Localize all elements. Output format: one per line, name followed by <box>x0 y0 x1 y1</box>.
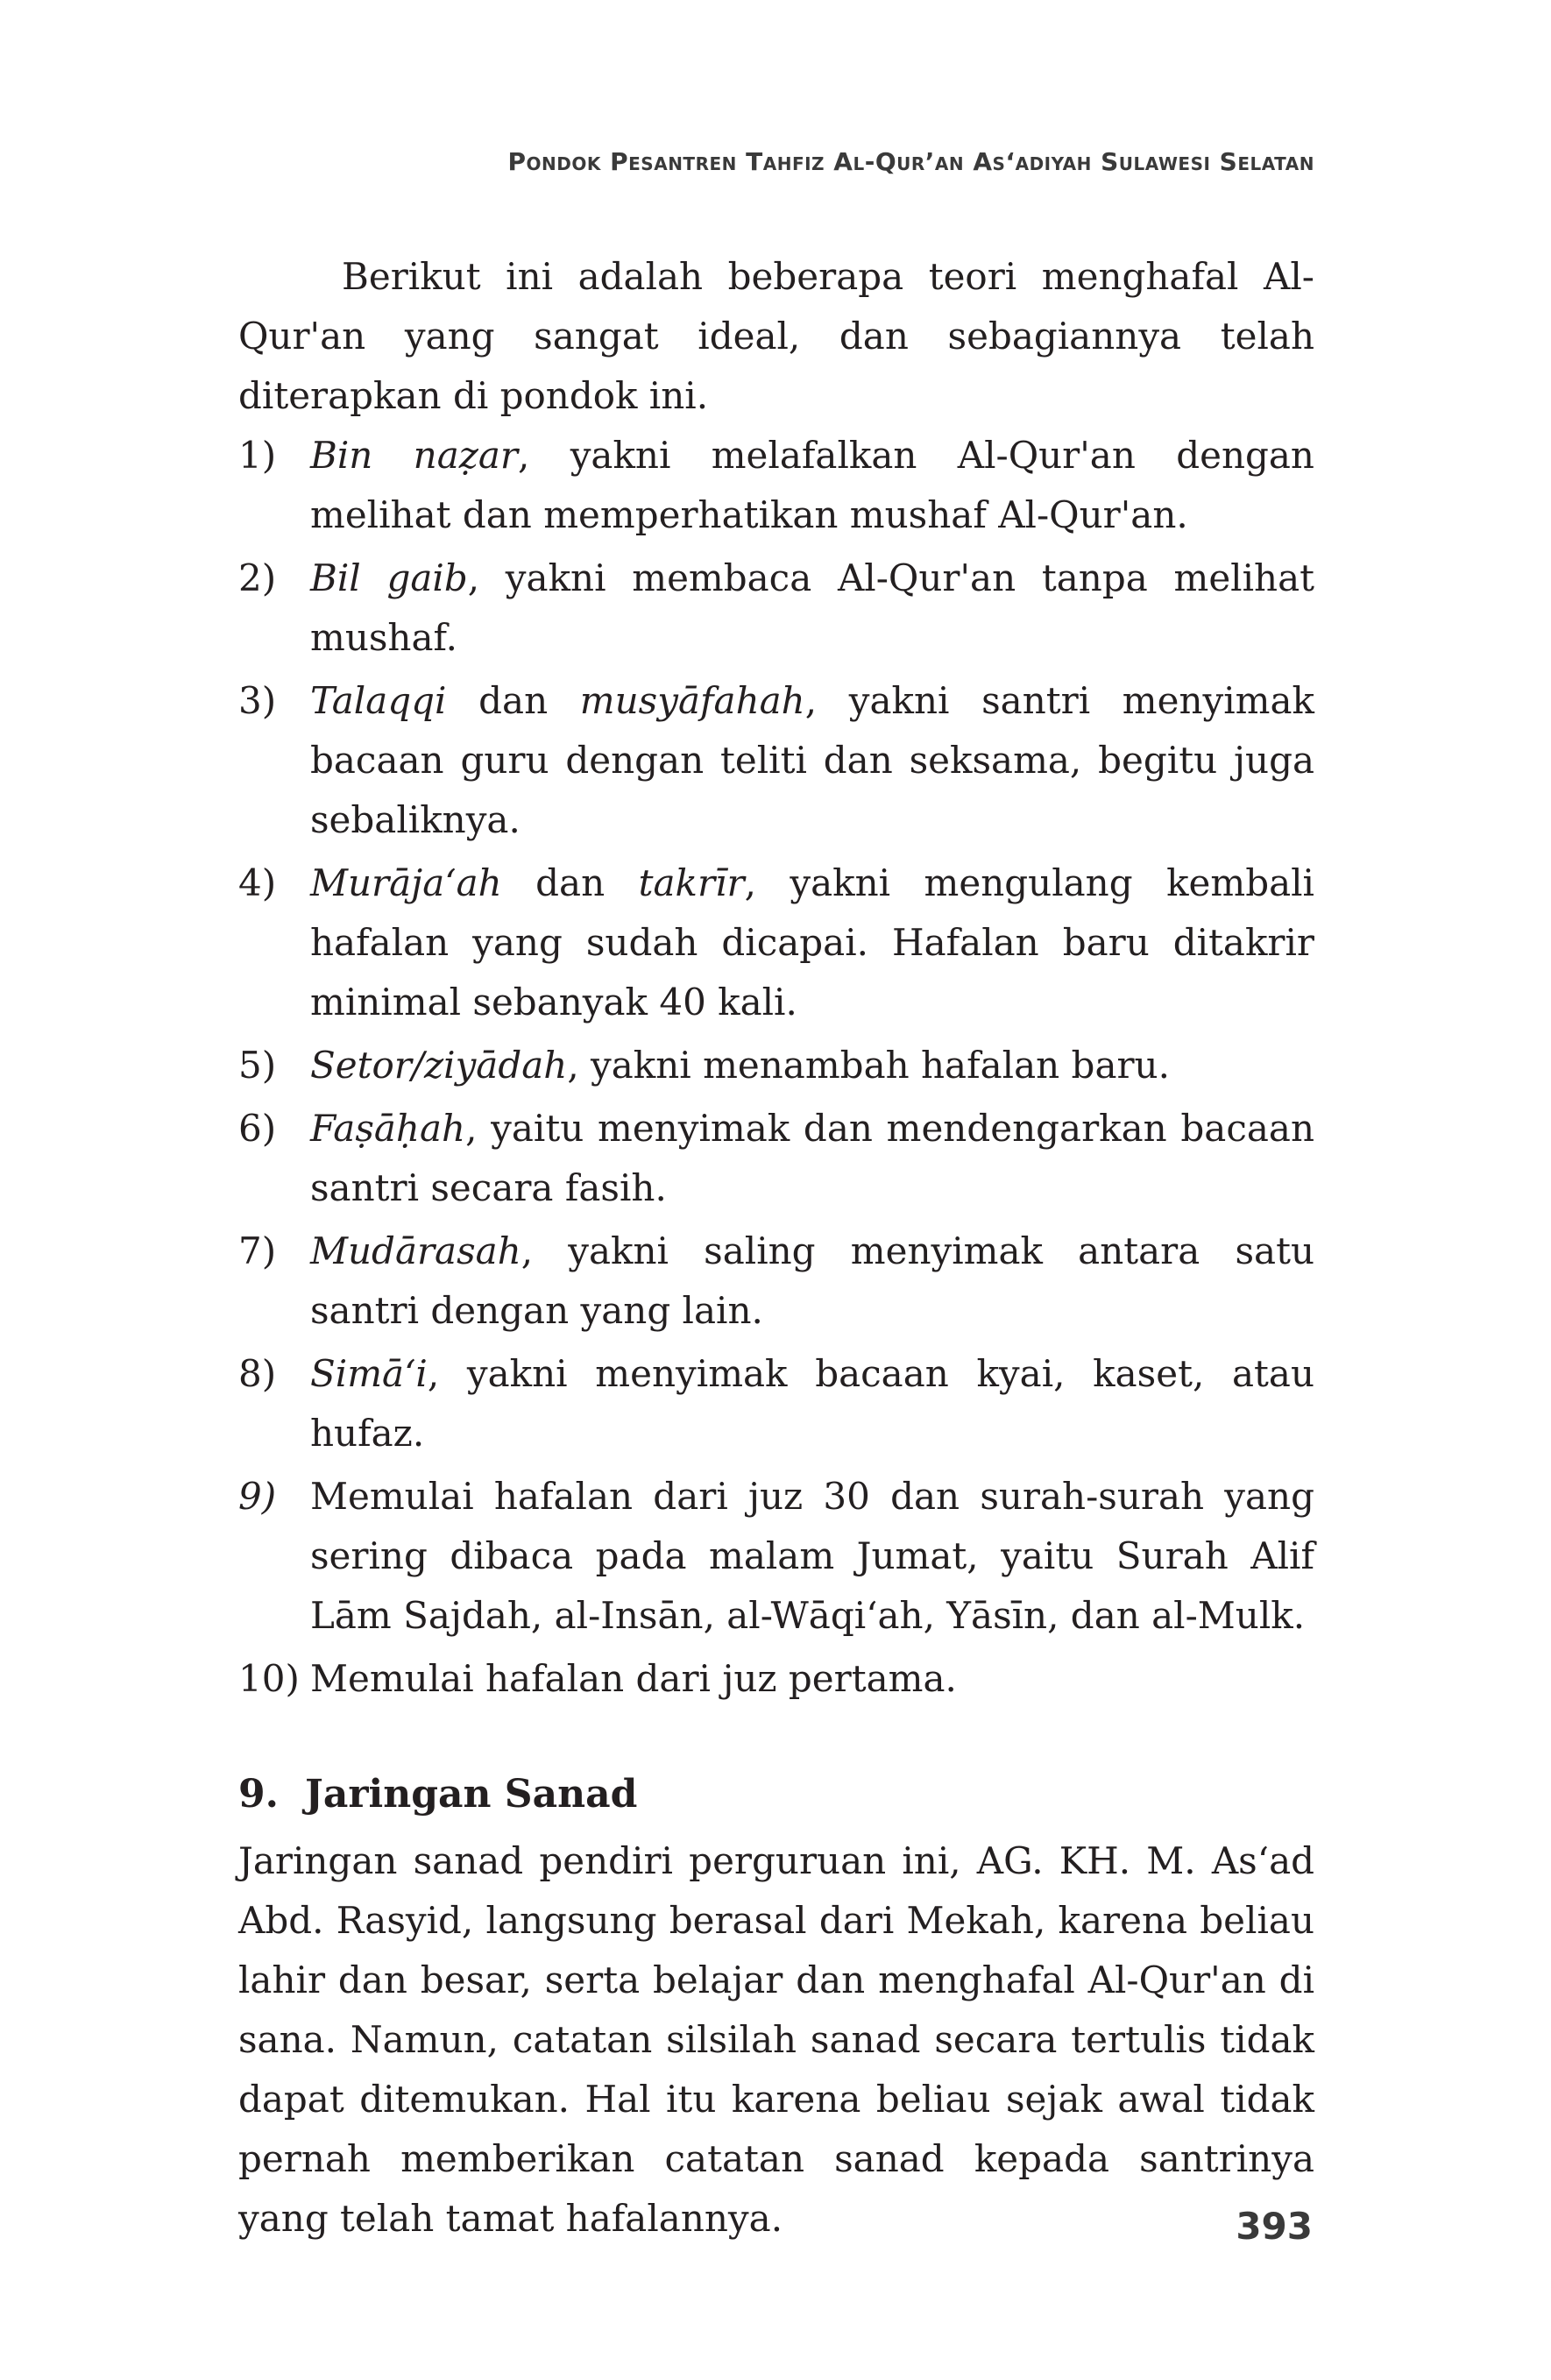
intro-paragraph: Berikut ini adalah beberapa teori menghafal Al-Qur'an yang sangat ideal, dan sebagiannya telah diterapkan di pondok ini. <box>238 255 1314 417</box>
list-text: , yakni menyimak bacaan kyai, kaset, atau hufaz. <box>310 1352 1314 1455</box>
list-item <box>238 1036 1314 1095</box>
list-term: Simā‘i <box>310 1352 428 1395</box>
theory-list <box>238 426 1314 1709</box>
running-header: Pondok Pesantren Tahfiz Al-Qur’an As‘adiyah Sulawesi Selatan <box>507 147 1314 176</box>
section-title: Jaringan Sanad <box>305 1772 638 1817</box>
list-number: 2) <box>238 556 277 599</box>
list-term: Faṣāḥah <box>310 1107 466 1150</box>
list-text: Memulai hafalan dari juz pertama. <box>310 1657 957 1700</box>
list-number: 1) <box>238 434 277 477</box>
list-text: Memulai hafalan dari juz 30 dan surah-surah yang sering dibaca pada malam Jumat, yaitu Surah Alif Lām Sajdah, al-Insān, al-Wāqi‘ah, Yāsīn, dan al-Mulk. <box>310 1475 1314 1637</box>
list-connector: dan <box>446 679 580 722</box>
list-text: , yakni melafalkan Al-Qur'an dengan melihat dan memperhatikan mushaf Al-Qur'an. <box>310 434 1314 536</box>
list-number: 10) <box>238 1657 300 1700</box>
list-connector: dan <box>501 861 639 904</box>
list-term: Mudārasah <box>310 1229 521 1272</box>
list-item <box>238 1344 1314 1463</box>
list-item <box>238 854 1314 1032</box>
list-term: Bin naẓar <box>310 434 519 477</box>
list-term-2: takrīr <box>638 861 745 904</box>
list-item <box>238 1467 1314 1646</box>
list-text: , yaitu menyimak dan mendengarkan bacaan santri secara fasih. <box>310 1107 1314 1209</box>
list-item <box>238 549 1314 668</box>
section-heading <box>238 1765 1314 1824</box>
list-term: Talaqqi <box>310 679 447 722</box>
list-item <box>238 426 1314 545</box>
list-term-2: musyāfahah <box>579 679 805 722</box>
list-number: 5) <box>238 1044 277 1087</box>
list-number: 7) <box>238 1229 277 1272</box>
list-term: Setor/ziyādah <box>310 1044 568 1087</box>
list-text: , yakni santri menyimak bacaan guru dengan teliti dan seksama, begitu juga sebaliknya. <box>310 679 1314 841</box>
list-number: 9) <box>238 1475 277 1518</box>
list-text: , yakni menambah hafalan baru. <box>567 1044 1170 1087</box>
list-number: 8) <box>238 1352 277 1395</box>
list-term: Bil gaib <box>310 556 468 599</box>
list-item <box>238 1649 1314 1709</box>
section-number: 9. <box>238 1772 279 1817</box>
list-item <box>238 1222 1314 1341</box>
list-number: 6) <box>238 1107 277 1150</box>
list-item <box>238 1099 1314 1218</box>
list-number: 4) <box>238 861 277 904</box>
list-item <box>238 671 1314 850</box>
list-text: , yakni membaca Al-Qur'an tanpa melihat mushaf. <box>310 556 1315 659</box>
list-text: , yakni mengulang kembali hafalan yang sudah dicapai. Hafalan baru ditakrir minimal sebanyak 40 kali. <box>310 861 1314 1024</box>
list-text: , yakni saling menyimak antara satu santri dengan yang lain. <box>310 1229 1314 1332</box>
page-number: 393 <box>1236 2205 1313 2248</box>
page-body <box>238 247 1314 2249</box>
list-number: 3) <box>238 679 277 722</box>
list-term: Murāja‘ah <box>310 861 502 904</box>
section-paragraph: Jaringan sanad pendiri perguruan ini, AG. KH. M. As‘ad Abd. Rasyid, langsung berasal dari Mekah, karena beliau lahir dan besar, serta belajar dan menghafal Al-Qur'an di sana. Namun, catatan silsilah sanad secara tertulis tidak dapat ditemukan. Hal itu karena beliau sejak awal tidak pernah memberikan catatan sanad kepada santrinya yang telah tamat hafalannya. <box>238 1839 1314 2240</box>
